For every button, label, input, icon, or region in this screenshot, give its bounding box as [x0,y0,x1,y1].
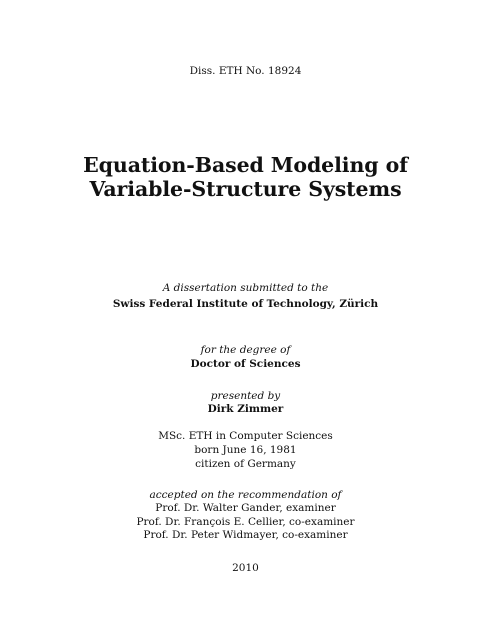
year: 2010 [232,562,259,574]
author-qualification: MSc. ETH in Computer Sciences [158,430,333,442]
presented-by: presented by [210,390,281,402]
title-line-2: Variable-Structure Systems [89,177,402,201]
recommendation-intro: accepted on the recommendation of [149,489,342,501]
dissertation-number: Diss. ETH No. 18924 [189,65,302,77]
examiner: Prof. Dr. Walter Gander, examiner [155,502,336,514]
co-examiner-1: Prof. Dr. François E. Cellier, co-examiner [136,516,355,528]
institution-name: Swiss Federal Institute of Technology, Zürich [112,298,379,310]
title-line-1: Equation-Based Modeling of [83,153,408,177]
degree-intro: for the degree of [200,344,291,356]
co-examiner-2: Prof. Dr. Peter Widmayer, co-examiner [143,529,348,541]
submission-intro: A dissertation submitted to the [162,282,329,294]
author-birth: born June 16, 1981 [194,444,297,456]
degree-name: Doctor of Sciences [190,358,301,370]
author-citizenship: citizen of Germany [195,458,296,470]
author-name: Dirk Zimmer [207,403,284,415]
